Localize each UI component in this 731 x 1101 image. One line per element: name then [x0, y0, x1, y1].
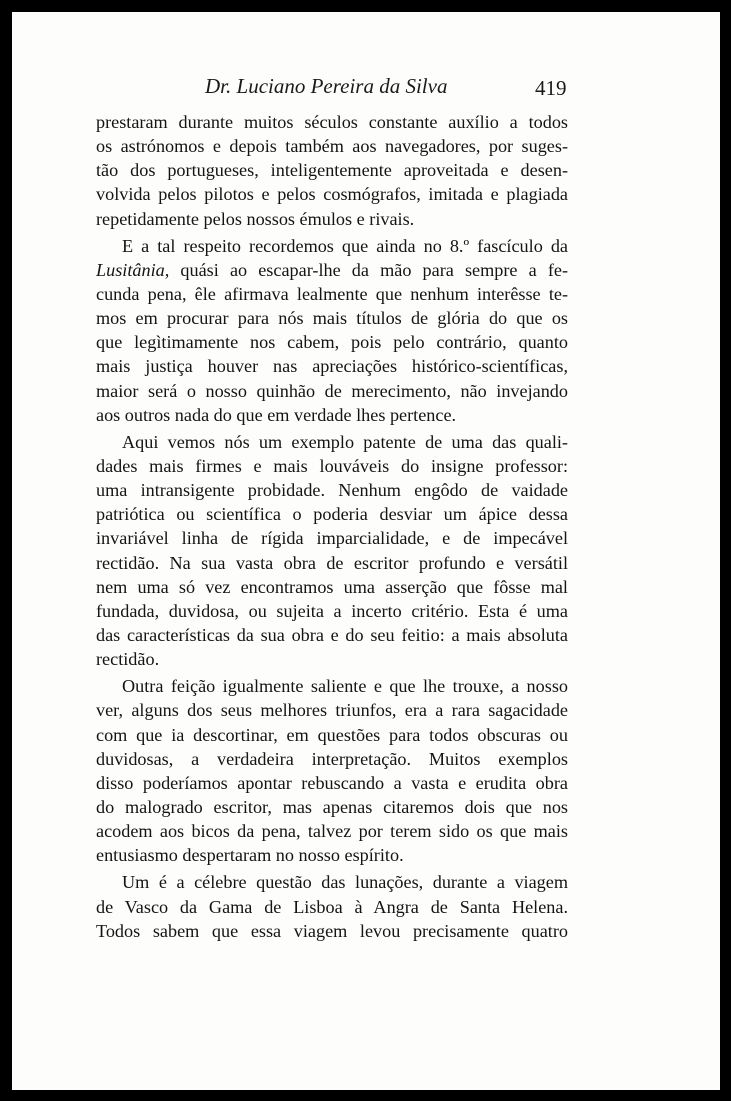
- text-line: ver, alguns dos seus melhores triunfos, era a rara sagacidade: [96, 700, 568, 721]
- text-line: aos outros nada do que em verdade lhes pertence.: [96, 404, 457, 425]
- text-line: entusiasmo despertaram no nosso espírito.: [96, 845, 404, 866]
- text-line: E a tal respeito recordemos que ainda no 8.º fascículo da: [122, 235, 568, 256]
- book-page: [12, 12, 720, 1090]
- text-line: volvida pelos pilotos e pelos cosmógrafos, imitada e plagiada: [96, 184, 568, 205]
- text-line: rectidão.: [96, 649, 160, 670]
- text-line: Um é a célebre questão das lunações, durante a viagem: [122, 872, 568, 893]
- running-title: Dr. Luciano Pereira da Silva: [205, 74, 448, 98]
- text-line: fundada, duvidosa, ou sujeita a incerto critério. Esta é uma: [96, 600, 568, 621]
- page-header: [12, 74, 720, 104]
- text-line: mos em procurar para nós mais títulos de glória do que os: [96, 308, 568, 329]
- text-line: patriótica ou scientífica o poderia desviar um ápice dessa: [96, 504, 568, 525]
- text-line: acodem aos bicos da pena, talvez por terem sido os que mais: [96, 821, 568, 842]
- text-line: uma intransigente probidade. Nenhum engôdo de vaidade: [96, 480, 568, 501]
- text-line: invariável linha de rígida imparcialidade, e de impecável: [96, 528, 568, 549]
- text-line: tão dos portugueses, inteligentemente aproveitada e desen-: [96, 160, 568, 181]
- text-line-rest: quási ao escapar-lhe da mão para sempre a fe-: [180, 259, 568, 280]
- body-text: [96, 110, 568, 943]
- text-line: do malogrado escritor, mas apenas citaremos dois que nos: [96, 796, 568, 817]
- text-line: Outra feição igualmente saliente e que lhe trouxe, a nosso: [122, 676, 568, 697]
- text-line: prestaram durante muitos séculos constante auxílio a todos: [96, 112, 568, 132]
- text-line: mais justiça houver nas apreciações histórico-scientíficas,: [96, 356, 568, 377]
- text-line-with-title: [96, 258, 568, 282]
- text-line: os astrónomos e depois também aos navegadores, por suges-: [96, 136, 568, 157]
- text-line: Aqui vemos nós um exemplo patente de uma das quali-: [122, 431, 568, 452]
- text-line: com que ia descortinar, em questões para todos obscuras ou: [96, 724, 568, 745]
- text-line: nem uma só vez encontramos uma asserção que fôsse mal: [96, 576, 568, 597]
- text-line: disso poderíamos apontar rebuscando a vasta e erudita obra: [96, 772, 568, 793]
- italic-title: Lusitânia,: [96, 259, 170, 280]
- text-line: duvidosas, a verdadeira interpretação. Muitos exemplos: [96, 748, 568, 769]
- text-line: dades mais firmes e mais louváveis do insigne professor:: [96, 455, 568, 476]
- text-line: rectidão. Na sua vasta obra de escritor profundo e versátil: [96, 552, 568, 573]
- text-line: maior será o nosso quinhão de merecimento, não invejando: [96, 380, 568, 401]
- text-line: de Vasco da Gama de Lisboa à Angra de Santa Helena.: [96, 896, 568, 917]
- text-line: que legìtimamente nos cabem, pois pelo contrário, quanto: [96, 332, 568, 353]
- text-line: das características da sua obra e do seu feitio: a mais absoluta: [96, 624, 568, 645]
- page-number: 419: [535, 76, 567, 100]
- text-line: cunda pena, êle afirmava lealmente que nenhum interêsse te-: [96, 283, 568, 304]
- text-line: repetidamente pelos nossos émulos e rivais.: [96, 208, 415, 229]
- text-line: Todos sabem que essa viagem levou precisamente quatro: [96, 920, 568, 941]
